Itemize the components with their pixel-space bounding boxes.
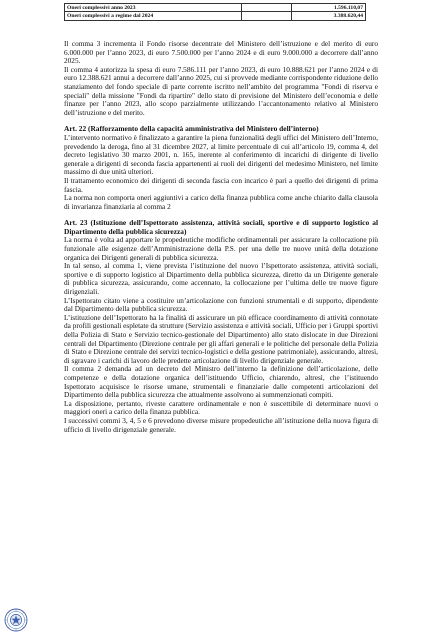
table-cell-label: Oneri complessivi a regime dal 2024 <box>65 12 242 20</box>
paragraph: Il comma 3 incrementa il Fondo risorse decentrate del Ministero dell’istruzione e del merito di euro 6.000.000 per l’anno 2023, di euro 7.500.000 per l’anno 2024 e di euro 9.000.000 a decorrere dall’anno 2025. <box>64 39 378 66</box>
paragraph: In tal senso, al comma 1, viene prevista l’istituzione del nuovo l’Ispettorato assistenza, attività sociali, sportive e di supporto logistico al Dipartimento della pubblica sicurezza, diretto da un Dirigente generale di pubblica sicurezza, assicurando, come accennato, la collocazione per l’ultima delle tre nuove figure dirigenziali. <box>64 261 378 297</box>
paragraph: Il comma 2 demanda ad un decreto del Ministro dell’interno la definizione dell’articolazione, delle competenze e della dotazione organica dell’istituendo Ufficio, chiarendo, altresì, che l’istituendo Ispettorato acquisisce le risorse umane, strumentali e finanziarie dalle competenti articolazioni del Dipartimento della pubblica sicurezza che attualmente assolvono ai summenzionati compiti. <box>64 364 378 400</box>
paragraph: La norma non comporta oneri aggiuntivi a carico della finanza pubblica come anche chiarito dalla clausola di invarianza finanziaria al comma 2 <box>64 193 378 211</box>
paragraph: La norma è volta ad apportare le propedeutiche modifiche ordinamentali per assicurare la collocazione più funzionale alle esigenze dell’Amministrazione della P.S. per una delle tre nuove unità della dotazione organica dei Dirigenti generali di pubblica sicurezza. <box>64 235 378 262</box>
paragraph: La disposizione, pertanto, riveste carattere ordinamentale e non è suscettibile di determinare nuovi o maggiori oneri a carico della finanza pubblica. <box>64 398 378 417</box>
paragraph: L’intervento normativo è finalizzato a garantire la piena funzionalità degli uffici del Ministero dell’Interno, prevedendo la deroga, fino al 31 dicembre 2027, al limite percentuale di cui all’articolo 19, comma 4, del decreto legislativo 30 marzo 2001, n. 165, inerente al conferimento di incarichi di dirigente di livello generale a dirigenti di seconda fascia appartenenti ai ruoli dei dirigenti del medesimo Ministero, nel limite massimo di due unità ulteriori. <box>64 132 378 177</box>
paragraph: L’istituzione dell’Ispettorato ha la finalità di assicurare un più efficace coordinamento di attività connotate da profili gestionali espletate da strutture (Servizio assistenza e attività sociali, Ufficio per i Gruppi sportivi della Polizia di Stato e Servizio tecnico-gestionale del Dipartimento) allo stato dislocate in due Direzioni centrali del Dipartimento (Direzione centrale per gli affari generali e le politiche del personale della Polizia di Stato e Direzione centrale dei servizi tecnico-logistici e della gestione patrimoniale), assicurando, altresì, di sgravare i carichi di lavoro delle predette articolazione di livello dirigenziale generale. <box>64 312 378 365</box>
table-row <box>65 4 366 12</box>
official-seal-icon <box>4 608 28 632</box>
paragraph: L’Ispettorato citato viene a costituire un’articolazione con funzioni strumentali e di supporto, dipendente dal Dipartimento della pubblica sicurezza. <box>64 295 378 314</box>
cost-table <box>64 3 366 21</box>
article-heading: Art. 22 (Rafforzamento della capacità amministrativa del Ministero dell’interno) <box>64 124 319 134</box>
document-body <box>64 40 378 434</box>
table-cell-empty <box>242 4 291 12</box>
table-cell-value: 1.596.110,07 <box>291 4 365 12</box>
table-cell-empty <box>242 12 291 20</box>
paragraph: I successivi commi 3, 4, 5 e 6 prevedono diverse misure propedeutiche all’istituzione della nuova figura di ufficio di livello dirigenziale generale. <box>64 415 378 434</box>
paragraph: Il comma 4 autorizza la spesa di euro 7.586.111 per l’anno 2023, di euro 10.888.621 per l’anno 2024 e di euro 12.388.621 annui a decorrere dall’anno 2025, cui si provvede mediante corrispondente riduzione dello stanziamento del fondo speciale di parte corrente iscritto nell’ambito del programma "Fondi di riserva e speciali" della missione "Fondi da ripartire" dello stato di previsione del Ministero dell’economia e delle finanze per l’anno 2023, allo scopo parzialmente utilizzando l’accantonamento relativo al Ministero dell’istruzione e del merito. <box>64 64 378 117</box>
table-cell-value: 3.388.620,44 <box>291 12 365 20</box>
table-row <box>65 12 366 20</box>
table-cell-label: Oneri complessivi anno 2023 <box>65 4 242 12</box>
paragraph: Il trattamento economico dei dirigenti di seconda fascia con incarico è pari a quello dei dirigenti di prima fascia. <box>64 175 378 194</box>
article-heading: Art. 23 (Istituzione dell’Ispettorato assistenza, attività sociali, sportive e di supporto logistico al Dipartimento della pubblica sicurezza) <box>64 218 378 236</box>
